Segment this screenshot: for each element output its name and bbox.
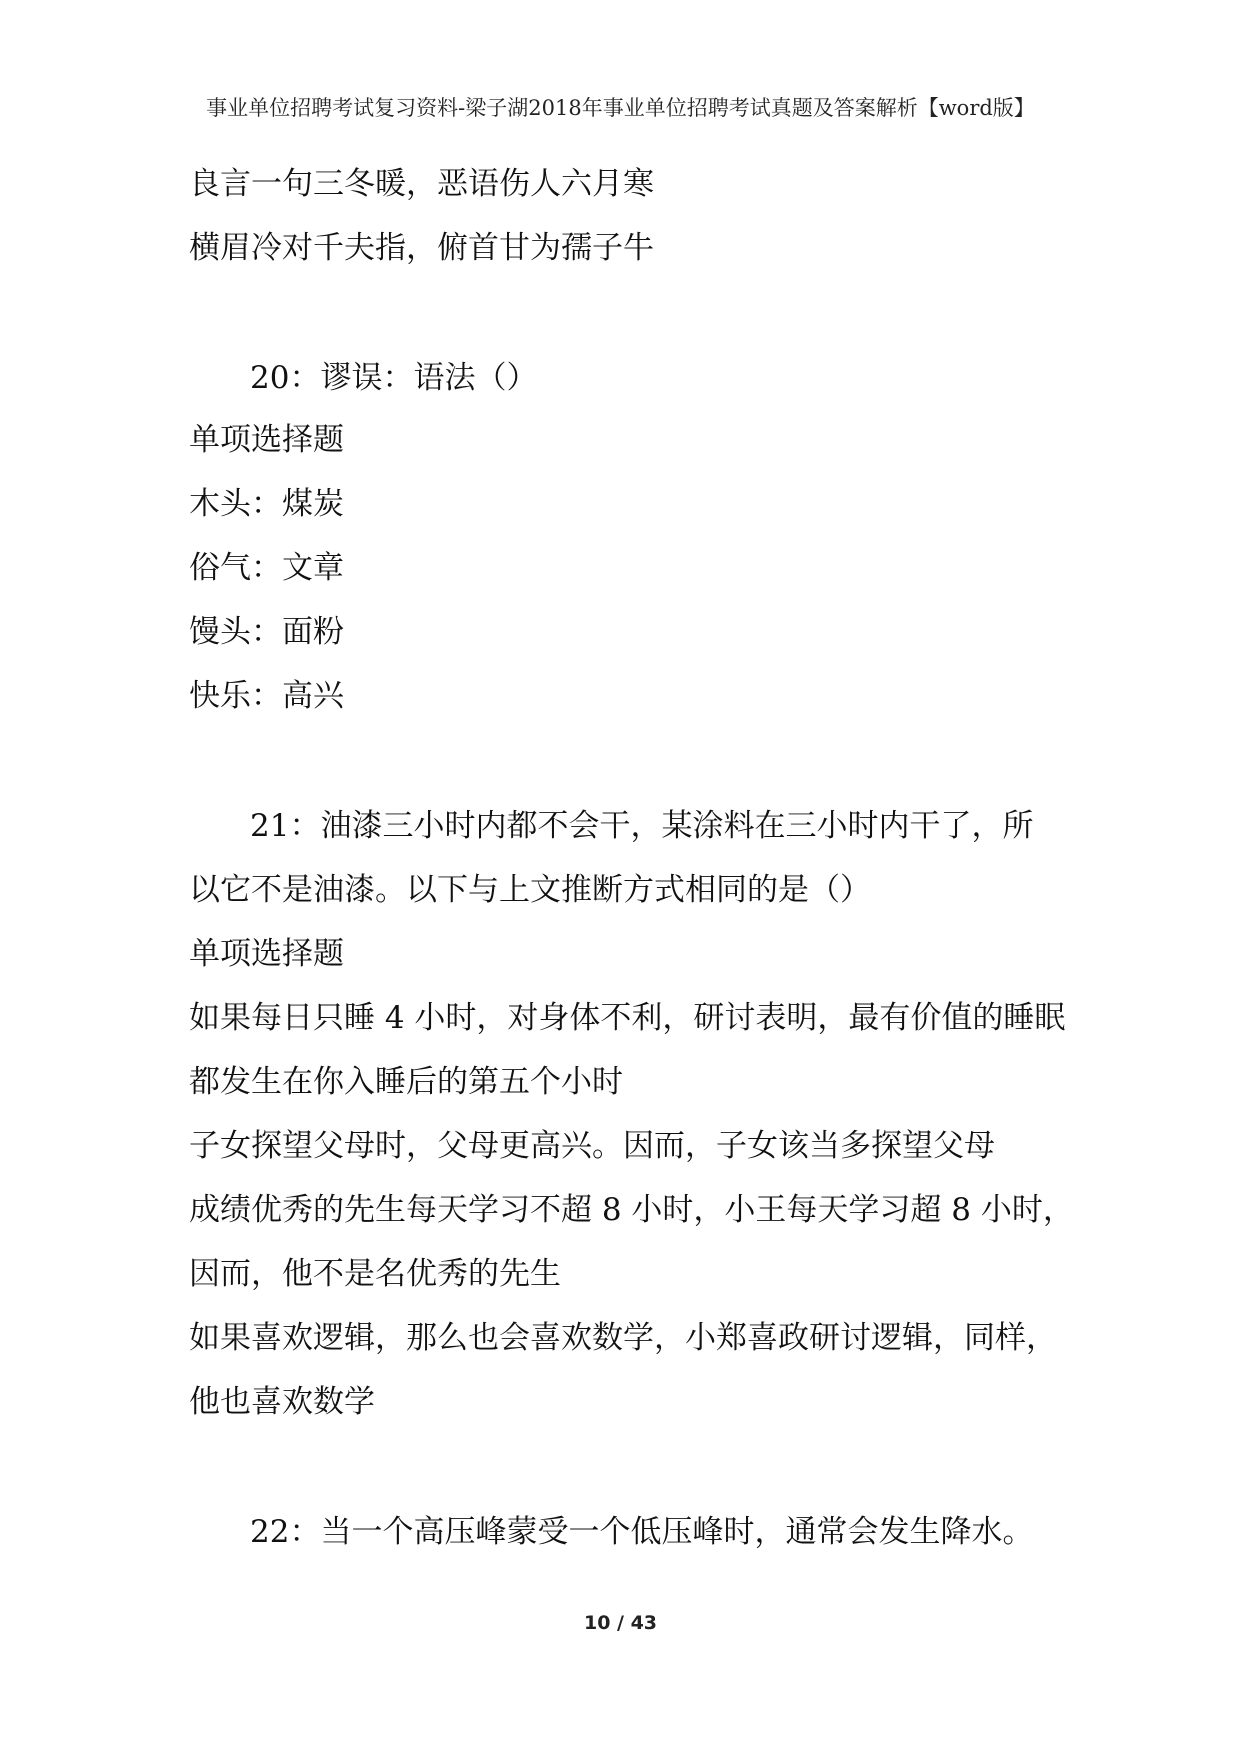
question-21-type: 单项选择题: [189, 936, 344, 972]
question-20-option: 馒头：面粉: [189, 614, 344, 650]
question-21-option-line: 成绩优秀的先生每天学习不超 8 小时，小王每天学习超 8 小时，: [189, 1192, 1074, 1228]
question-21-option-line: 他也喜欢数学: [189, 1384, 375, 1420]
question-20-option: 木头：煤炭: [189, 486, 344, 522]
question-21-stem: 21：油漆三小时内都不会干，某涂料在三小时内干了，所: [250, 808, 1034, 844]
page-header: 事业单位招聘考试复习资料-梁子湖2018年事业单位招聘考试真题及答案解析【word版】: [206, 96, 1035, 120]
question-20-type: 单项选择题: [189, 422, 344, 458]
question-21-stem-cont: 以它不是油漆。以下与上文推断方式相同的是（）: [189, 872, 871, 908]
question-20-option: 俗气：文章: [189, 550, 344, 586]
option-line: 良言一句三冬暖，恶语伤人六月寒: [189, 166, 654, 202]
question-21-option-line: 如果喜欢逻辑，那么也会喜欢数学，小郑喜政研讨逻辑，同样，: [189, 1320, 1057, 1356]
page-number: 10 / 43: [583, 1612, 658, 1634]
question-21-option-line: 子女探望父母时，父母更高兴。因而，子女该当多探望父母: [189, 1128, 995, 1164]
question-21-option-line: 因而，他不是名优秀的先生: [189, 1256, 561, 1292]
question-20-stem: 20：谬误：语法（）: [250, 360, 538, 396]
option-line: 横眉冷对千夫指，俯首甘为孺子牛: [189, 230, 654, 266]
question-21-option-line: 如果每日只睡 4 小时，对身体不利，研讨表明，最有价值的睡眠: [189, 1000, 1066, 1036]
question-20-option: 快乐：高兴: [189, 678, 344, 714]
question-22-stem: 22：当一个高压峰蒙受一个低压峰时，通常会发生降水。: [250, 1514, 1034, 1550]
question-21-option-line: 都发生在你入睡后的第五个小时: [189, 1064, 623, 1100]
